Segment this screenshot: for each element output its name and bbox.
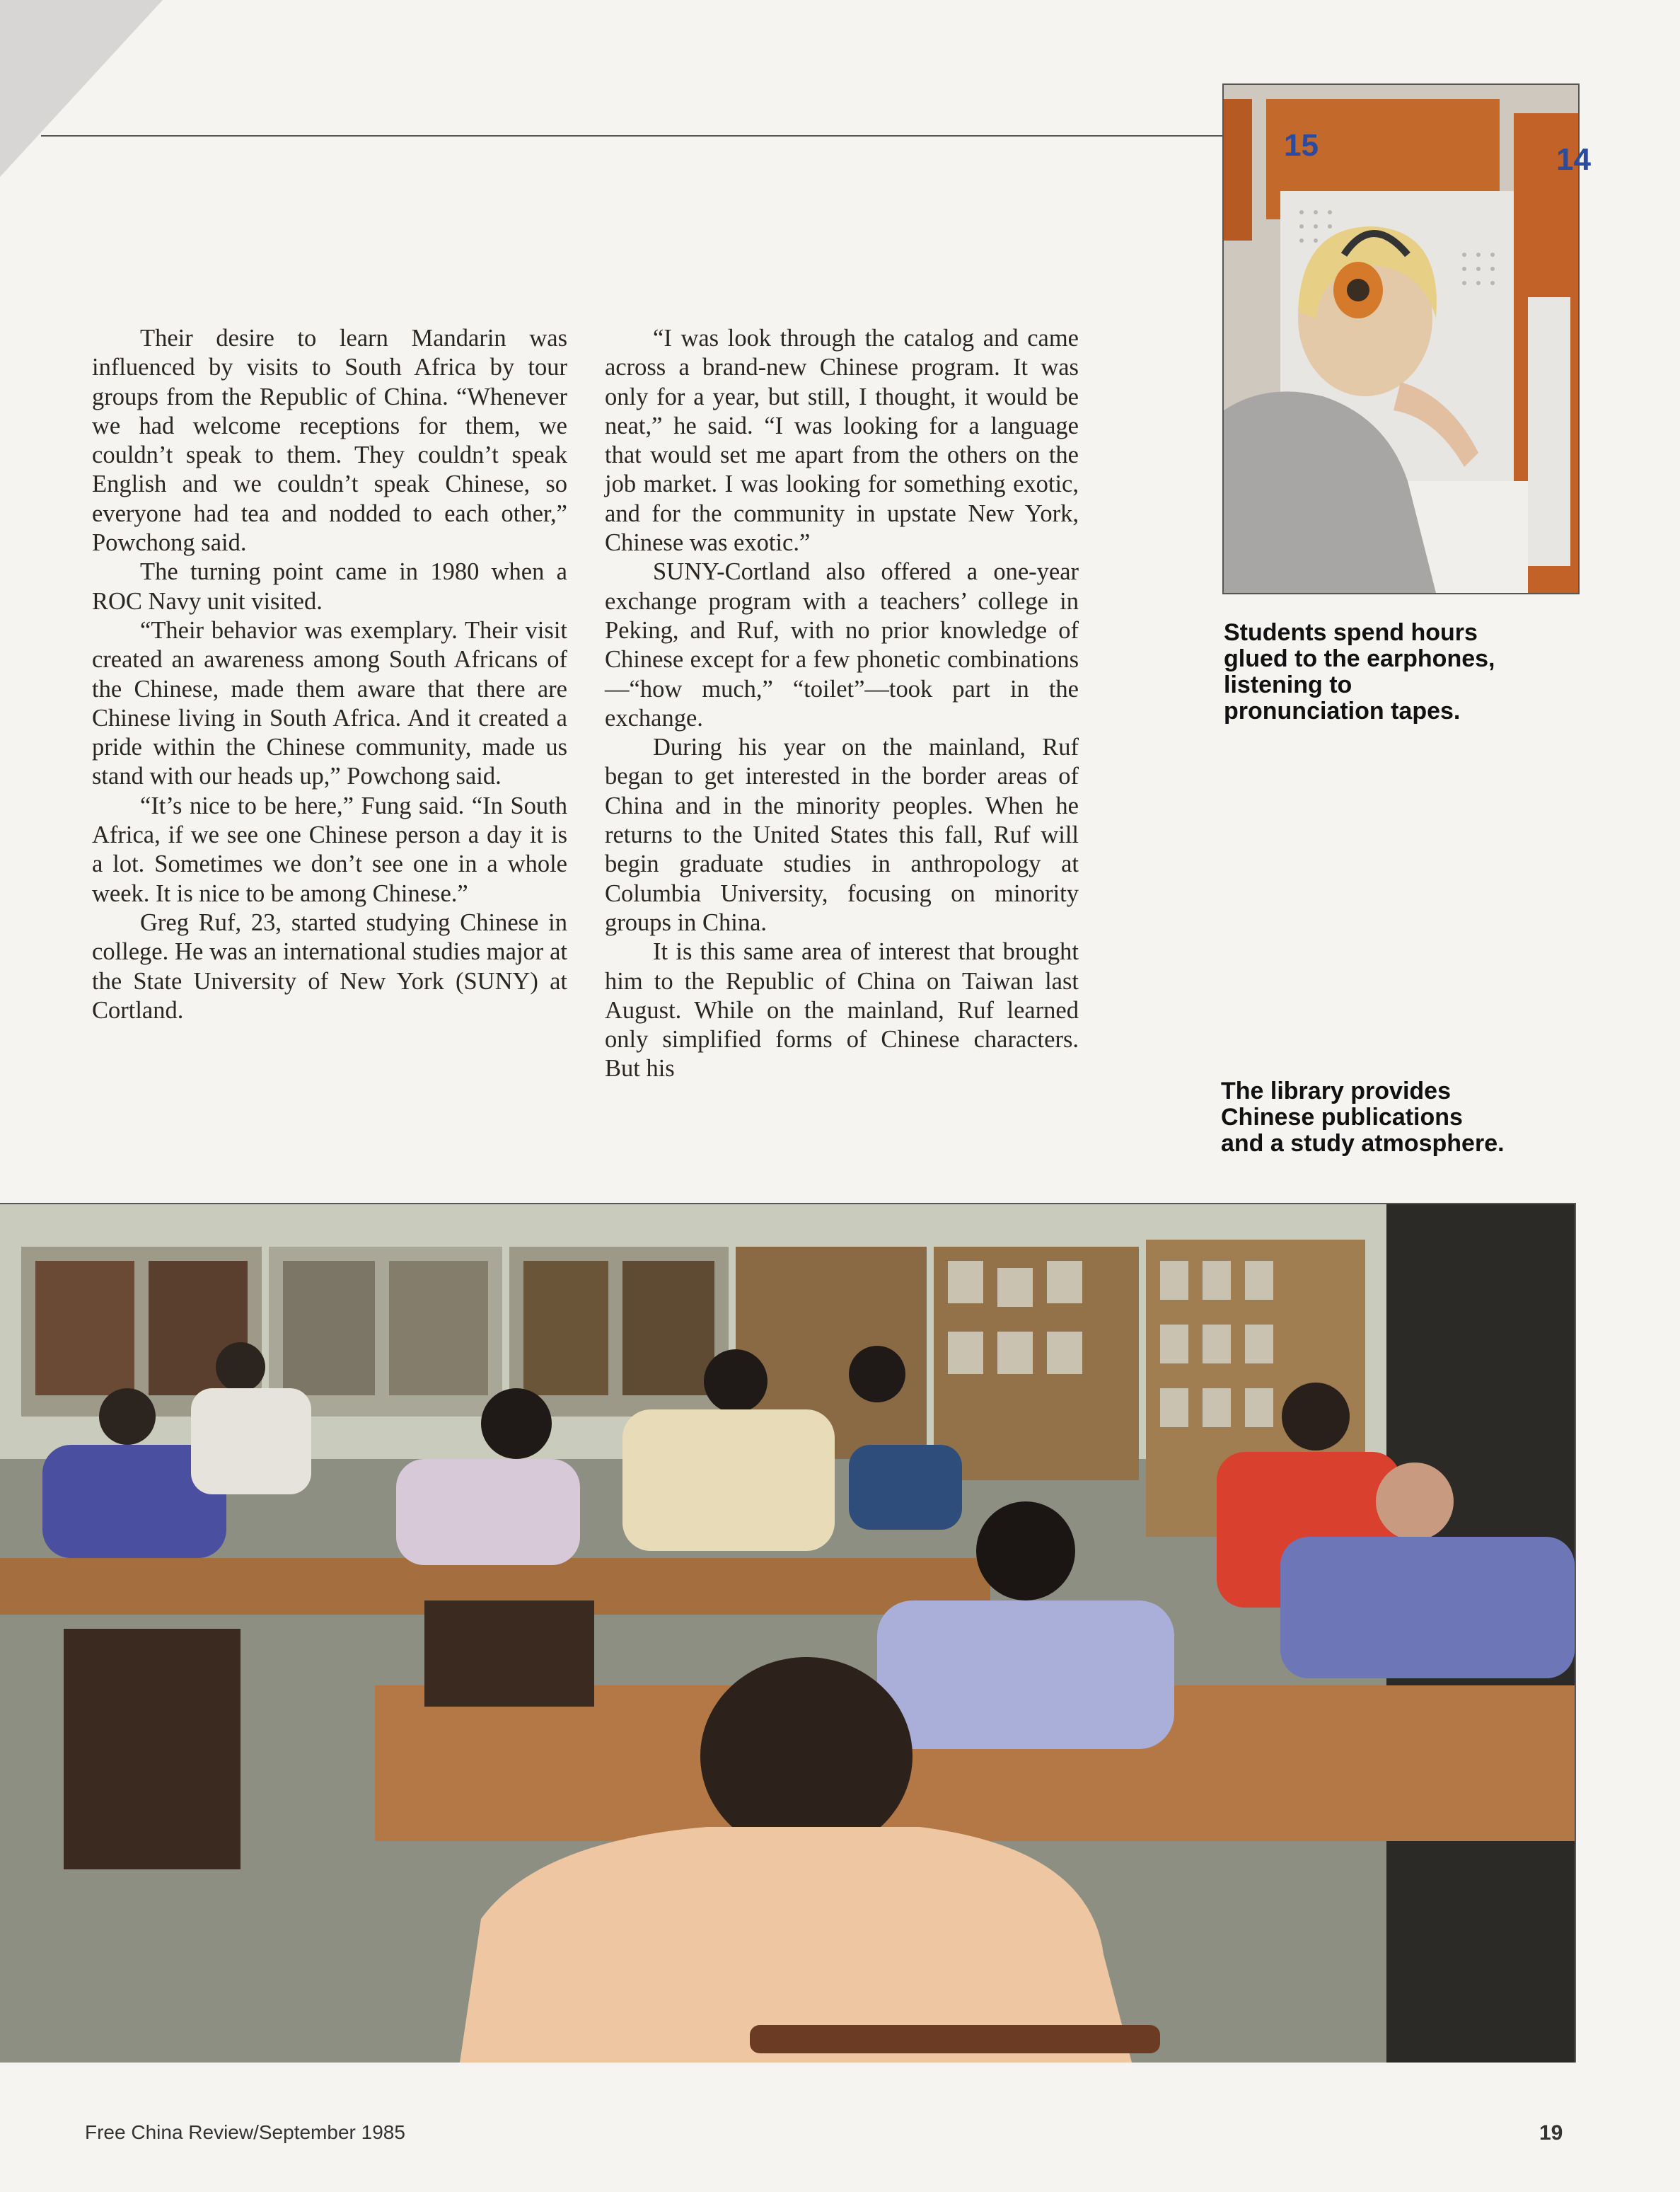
booth-number-14: 14 bbox=[1556, 142, 1591, 177]
paragraph: Greg Ruf, 23, started studying Chinese in college. He was an international studies major at the State University of New York (SUNY) at Cortland. bbox=[92, 908, 567, 1024]
article-column-1 bbox=[92, 324, 567, 1025]
paragraph: During his year on the mainland, Ruf began to get interested in the border areas of China and in the minority peoples. When he returns to the United States this fall, Ruf will begin graduate studies in anthropology at Columbia University, focusing on minority groups in China. bbox=[605, 734, 1079, 936]
library-photo bbox=[0, 1203, 1576, 2063]
booth-number-15: 15 bbox=[1284, 128, 1319, 163]
library-caption: The library provides Chinese publications and a study atmosphere. bbox=[1221, 1078, 1505, 1157]
paragraph: SUNY-Cortland also offered a one-year exchange program with a teachers’ college in Peking, and Ruf, with no prior knowledge of Chinese except for a few phonetic combinations—“how much,” “toilet”—took part in the exchange. bbox=[605, 558, 1079, 732]
paragraph: It is this same area of interest that brought him to the Republic of China on Taiwan last August. While on the mainland, Ruf learned only simplified forms of Chinese characters. But his bbox=[605, 938, 1079, 1083]
library-illustration bbox=[0, 1204, 1575, 2063]
publication-footer: Free China Review/September 1985 bbox=[85, 2121, 405, 2143]
paragraph: The turning point came in 1980 when a ROC Navy unit visited. bbox=[92, 558, 567, 615]
paragraph: “It’s nice to be here,” Fung said. “In South Africa, if we see one Chinese person a day it is a lot. Sometimes we don’t see one in a whole week. It is nice to be among Chinese.” bbox=[92, 792, 567, 907]
paragraph: Their desire to learn Mandarin was influenced by visits to South Africa by tour groups from the Republic of China. “Whenever we had welcome receptions for them, we couldn’t speak to them. They couldn’t speak English and we couldn’t speak Chinese, so everyone had tea and nodded to each other,” Powchong said. bbox=[92, 325, 567, 557]
folded-page-corner bbox=[0, 0, 163, 177]
article-column-2 bbox=[605, 324, 1079, 1084]
header-rule bbox=[41, 135, 1222, 137]
page-number: 19 bbox=[1539, 2121, 1563, 2145]
language-lab-photo bbox=[1222, 83, 1591, 594]
language-lab-caption: Students spend hours glued to the earphones, listening to pronunciation tapes. bbox=[1224, 619, 1495, 725]
paragraph: “Their behavior was exemplary. Their visit created an awareness among South Africans of the Chinese, made them aware that there are Chinese living in South Africa. And it created a pride within the Chinese community, made us stand with our heads up,” Powchong said. bbox=[92, 616, 567, 790]
paragraph: “I was look through the catalog and came across a brand-new Chinese program. It was only for a year, but still, I thought, it would be neat,” he said. “I was looking for a language that would set me apart from the others on the job market. I was looking for something exotic, and for the community in upstate New York, Chinese was exotic.” bbox=[605, 325, 1079, 557]
language-lab-illustration bbox=[1224, 85, 1591, 593]
